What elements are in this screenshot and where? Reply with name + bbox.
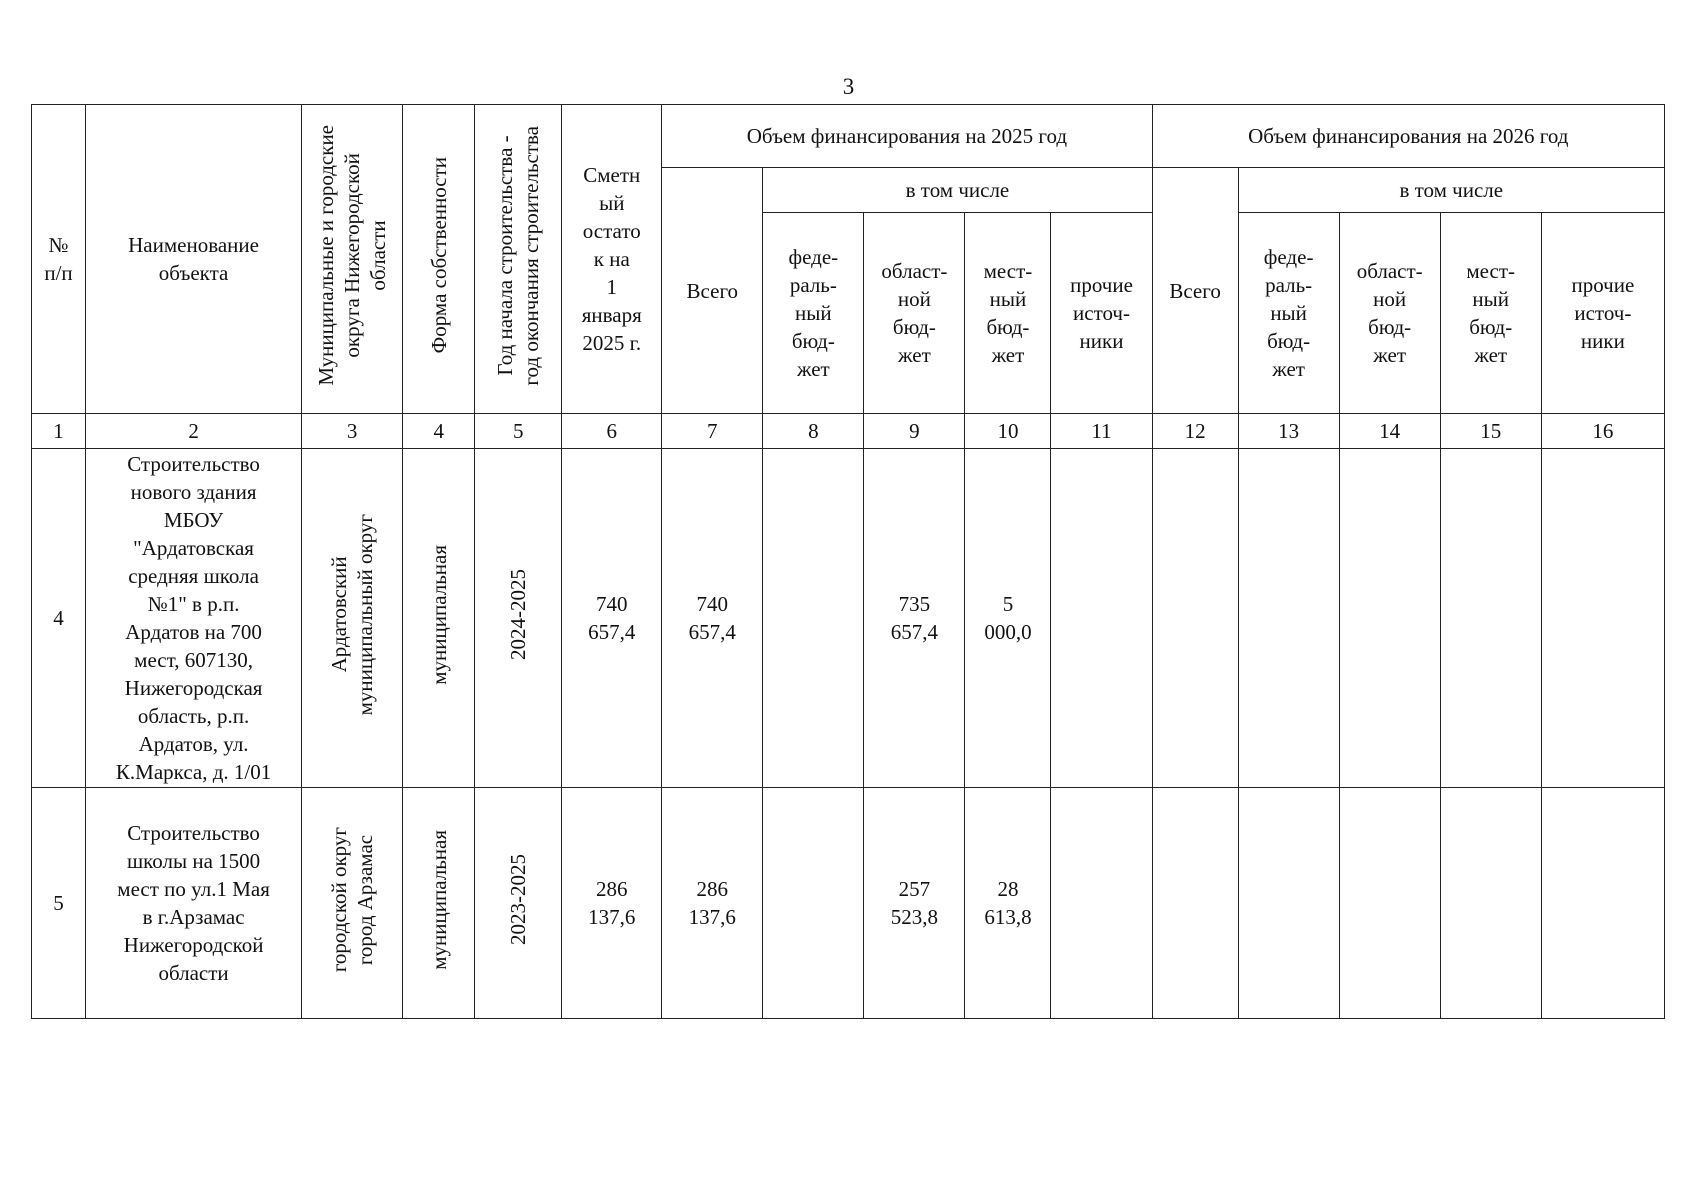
column-number: 9	[864, 414, 965, 449]
row-total-2026	[1152, 449, 1238, 788]
column-numbers-row	[32, 414, 1665, 449]
header-years: Год начала строительства - год окончания строительства	[493, 125, 544, 386]
column-number: 1	[32, 414, 86, 449]
row-ownership: муниципальная	[426, 829, 451, 970]
row-municipality: Ардатовский муниципальный округ	[327, 513, 378, 716]
header-including-2025: в том числе	[763, 168, 1152, 213]
row-object-name: Строительство нового здания МБОУ "Ардатовская средняя школа №1" в р.п. Ардатов на 700 мест, 607130, Нижегородская область, р.п. Ардатов, ул. К.Маркса, д. 1/01	[86, 449, 302, 788]
row-total-2025: 286 137,6	[662, 788, 763, 1019]
header-row-1	[32, 105, 1665, 168]
header-fin-2026: Объем финансирования на 2026 год	[1152, 105, 1664, 168]
header-municipality-cell	[302, 105, 403, 414]
header-regional-2026: област- ной бюд- жет	[1339, 213, 1440, 414]
row-total-2026	[1152, 788, 1238, 1019]
column-number: 8	[763, 414, 864, 449]
header-years-cell	[475, 105, 562, 414]
row-years: 2023-2025	[506, 854, 531, 945]
header-municipality: Муниципальные и городские округа Нижегородской области	[314, 125, 391, 386]
column-number: 6	[562, 414, 662, 449]
row-num: 4	[32, 449, 86, 788]
column-number: 13	[1238, 414, 1339, 449]
row-local-2025: 5 000,0	[965, 449, 1051, 788]
row-local-2026	[1440, 449, 1541, 788]
table-row	[32, 788, 1665, 1019]
row-other-2025	[1051, 788, 1152, 1019]
row-federal-2026	[1238, 449, 1339, 788]
header-ownership: Форма собственности	[426, 157, 451, 354]
row-regional-2026	[1339, 449, 1440, 788]
row-local-2026	[1440, 788, 1541, 1019]
row-ownership: муниципальная	[426, 544, 451, 685]
row-ownership-cell	[403, 788, 475, 1019]
row-federal-2025	[763, 788, 864, 1019]
row-num: 5	[32, 788, 86, 1019]
row-years-cell	[475, 449, 562, 788]
row-local-2025: 28 613,8	[965, 788, 1051, 1019]
row-years: 2024-2025	[506, 569, 531, 660]
row-other-2025	[1051, 449, 1152, 788]
header-total-2026: Всего	[1152, 168, 1238, 414]
header-federal-2025: феде- раль- ный бюд- жет	[763, 213, 864, 414]
row-federal-2026	[1238, 788, 1339, 1019]
header-fin-2025: Объем финансирования на 2025 год	[662, 105, 1152, 168]
row-object-name: Строительство школы на 1500 мест по ул.1 Мая в г.Арзамас Нижегородской области	[86, 788, 302, 1019]
row-other-2026	[1541, 788, 1664, 1019]
header-num: № п/п	[32, 105, 86, 414]
row-municipality: городской округ город Арзамас	[327, 826, 378, 973]
row-balance: 286 137,6	[562, 788, 662, 1019]
column-number: 14	[1339, 414, 1440, 449]
row-regional-2025: 735 657,4	[864, 449, 965, 788]
row-municipality-cell	[302, 788, 403, 1019]
header-including-2026: в том числе	[1238, 168, 1664, 213]
header-federal-2026: феде- раль- ный бюд- жет	[1238, 213, 1339, 414]
row-regional-2025: 257 523,8	[864, 788, 965, 1019]
row-other-2026	[1541, 449, 1664, 788]
table-row	[32, 449, 1665, 788]
header-ownership-cell	[403, 105, 475, 414]
column-number: 15	[1440, 414, 1541, 449]
column-number: 12	[1152, 414, 1238, 449]
row-regional-2026	[1339, 788, 1440, 1019]
header-regional-2025: област- ной бюд- жет	[864, 213, 965, 414]
header-other-2026: прочие источ- ники	[1541, 213, 1664, 414]
column-number: 11	[1051, 414, 1152, 449]
row-balance: 740 657,4	[562, 449, 662, 788]
page-number: 3	[842, 74, 855, 99]
header-name: Наименование объекта	[86, 105, 302, 414]
column-number: 3	[302, 414, 403, 449]
header-local-2025: мест- ный бюд- жет	[965, 213, 1051, 414]
header-other-2025: прочие источ- ники	[1051, 213, 1152, 414]
row-federal-2025	[763, 449, 864, 788]
header-total-2025: Всего	[662, 168, 763, 414]
row-years-cell	[475, 788, 562, 1019]
column-number: 5	[475, 414, 562, 449]
column-number: 7	[662, 414, 763, 449]
row-total-2025: 740 657,4	[662, 449, 763, 788]
row-municipality-cell	[302, 449, 403, 788]
header-balance: Сметн ый остато к на 1 января 2025 г.	[562, 105, 662, 414]
column-number: 2	[86, 414, 302, 449]
column-number: 4	[403, 414, 475, 449]
row-ownership-cell	[403, 449, 475, 788]
header-local-2026: мест- ный бюд- жет	[1440, 213, 1541, 414]
column-number: 10	[965, 414, 1051, 449]
financing-table	[31, 104, 1665, 1019]
column-number: 16	[1541, 414, 1664, 449]
